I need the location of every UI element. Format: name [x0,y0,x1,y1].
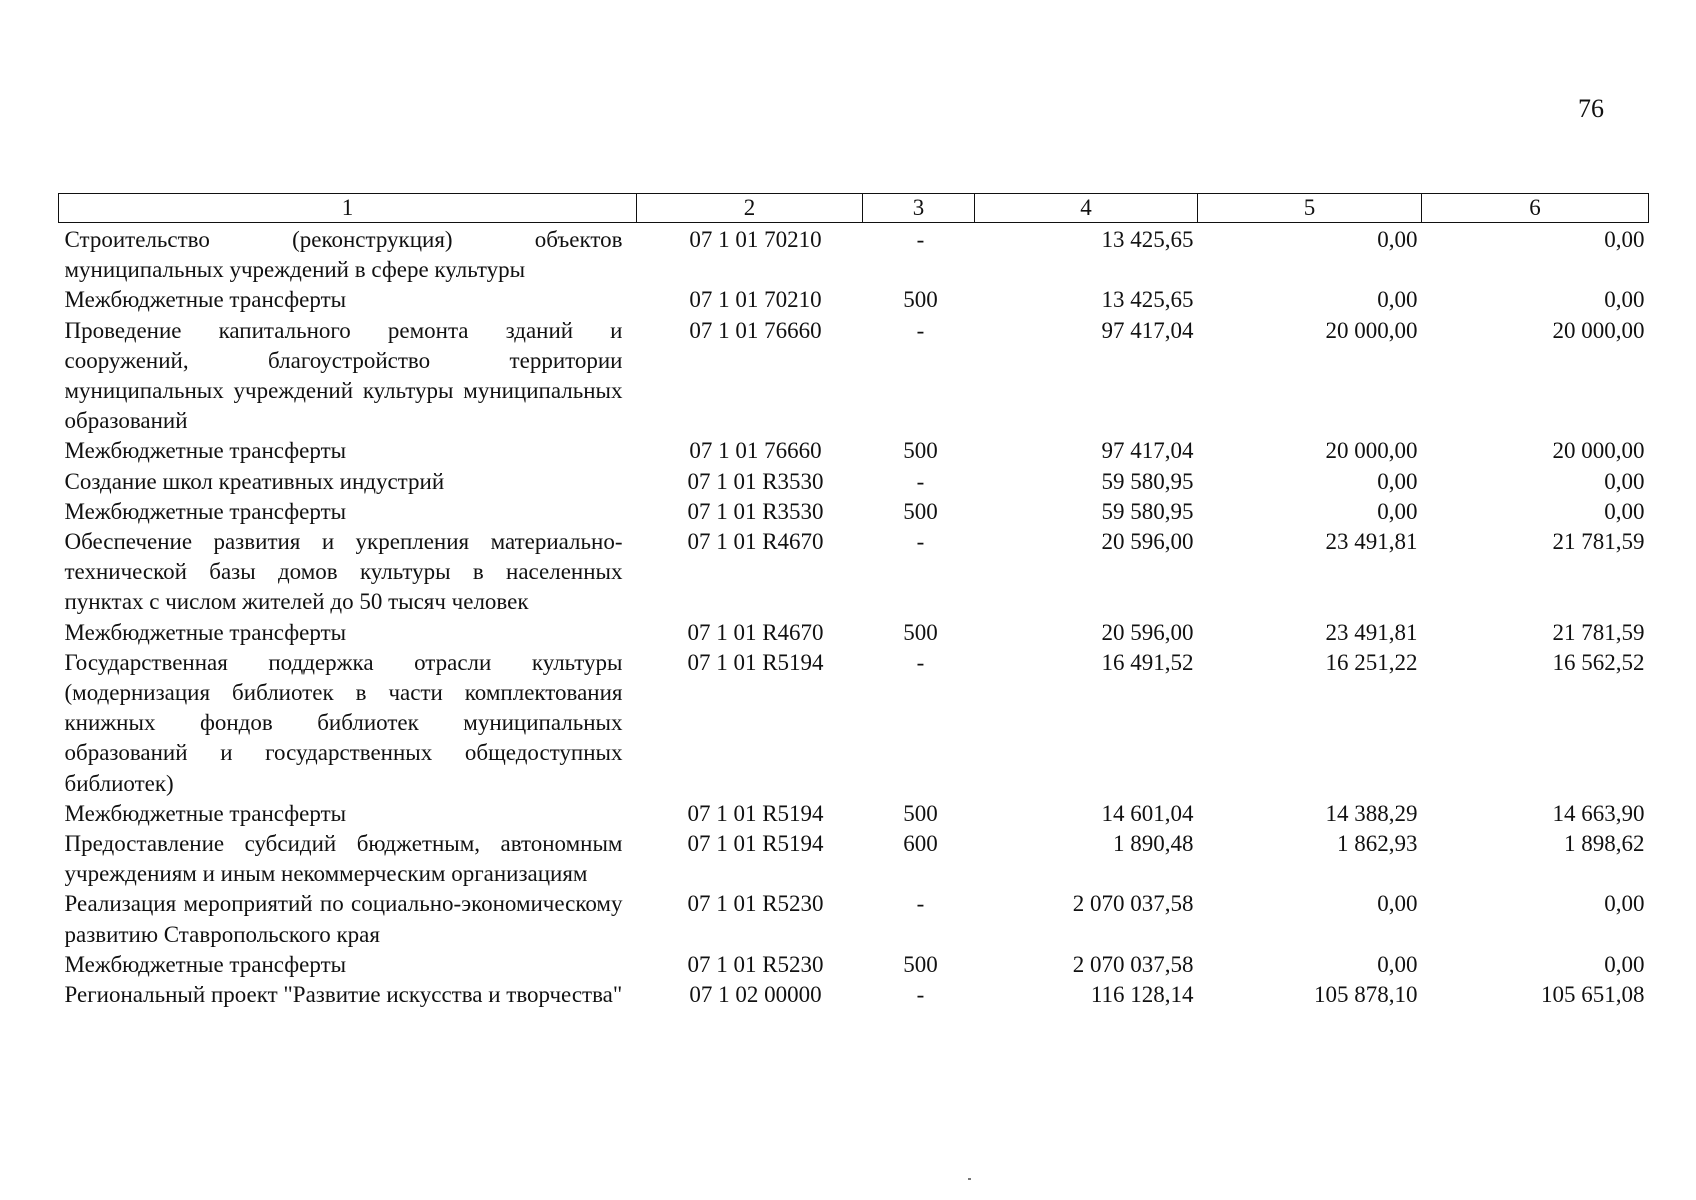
row-expense-type: - [916,891,925,917]
row-code: 07 1 01 76660 [689,317,822,343]
table-row [59,829,1649,889]
row-expense-type: 500 [903,951,938,977]
row-value-col6: 0,00 [1604,287,1645,313]
row-value-col4: 1 890,48 [1113,831,1194,857]
row-value-col6: 0,00 [1604,951,1645,977]
row-code: 07 1 01 76660 [689,438,822,464]
row-value-col4: 20 596,00 [1101,619,1194,645]
table-body [59,223,1649,1011]
row-value-col4: 2 070 037,58 [1072,951,1194,977]
table-row [59,436,1649,466]
row-code: 07 1 01 R4670 [687,529,824,555]
budget-table [58,193,1649,1010]
row-value-col4: 13 425,65 [1101,287,1194,313]
row-value-col6: 105 651,08 [1541,982,1645,1008]
row-name: Межбюджетные трансферты [64,951,347,977]
row-expense-type: 500 [903,800,938,826]
row-name: Государственная поддержка отрасли культуры (модернизация библиотек в части комплектования книжных фондов библиотек муниципальных образований и государственных общедоступных библиотек) [64,649,623,796]
table-row [59,950,1649,980]
table-row [59,527,1649,618]
row-expense-type: - [916,317,925,343]
row-name: Региональный проект "Развитие искусства и творчества" [64,982,623,1008]
header-row [59,194,1649,223]
row-code: 07 1 01 70210 [689,287,822,313]
page-number: 76 [1578,94,1604,123]
row-value-col4: 13 425,65 [1101,227,1194,252]
scan-speck [968,1178,971,1180]
row-code: 07 1 01 R5230 [687,951,824,977]
row-value-col4: 116 128,14 [1090,982,1194,1008]
table-row [59,980,1649,1010]
row-value-col6: 1 898,62 [1564,831,1645,857]
row-code: 07 1 01 R4670 [687,619,824,645]
row-value-col6: 0,00 [1604,468,1645,494]
row-value-col4: 59 580,95 [1101,468,1194,494]
row-name: Обеспечение развития и укрепления материально-технической базы домов культуры в населенных пунктах с числом жителей до 50 тысяч человек [64,529,623,615]
row-name: Строительство (реконструкция) объектов муниципальных учреждений в сфере культуры [64,227,623,283]
row-name: Межбюджетные трансферты [64,287,347,313]
row-value-col6: 0,00 [1604,498,1645,524]
row-name: Реализация мероприятий по социально-экономическому развитию Ставропольского края [64,891,623,947]
row-value-col4: 97 417,04 [1101,438,1194,464]
column-header-4: 4 [975,194,1198,223]
row-value-col4: 97 417,04 [1101,317,1194,343]
row-name: Предоставление субсидий бюджетным, автономным учреждениям и иным некоммерческим организациям [64,831,623,887]
row-value-col5: 23 491,81 [1325,529,1418,555]
row-expense-type: 600 [903,831,938,857]
row-value-col6: 0,00 [1604,227,1645,252]
row-code: 07 1 01 R3530 [687,498,824,524]
table-row [59,799,1649,829]
row-value-col5: 0,00 [1377,891,1418,917]
row-expense-type: - [916,982,925,1008]
table-row [59,889,1649,949]
row-expense-type: - [916,468,925,494]
row-value-col6: 20 000,00 [1552,438,1645,464]
table-row [59,223,1649,286]
row-expense-type: - [916,529,925,555]
row-value-col5: 0,00 [1377,498,1418,524]
row-name: Межбюджетные трансферты [64,800,347,826]
row-value-col5: 20 000,00 [1325,317,1418,343]
row-value-col5: 0,00 [1377,951,1418,977]
column-header-3: 3 [863,194,975,223]
row-value-col5: 0,00 [1377,468,1418,494]
row-value-col4: 16 491,52 [1101,649,1194,675]
table-row [59,497,1649,527]
column-header-6: 6 [1422,194,1649,223]
row-expense-type: - [916,649,925,675]
row-expense-type: 500 [903,287,938,313]
table-row [59,316,1649,437]
row-value-col5: 23 491,81 [1325,619,1418,645]
row-value-col4: 14 601,04 [1101,800,1194,826]
row-value-col4: 59 580,95 [1101,498,1194,524]
row-value-col6: 14 663,90 [1552,800,1645,826]
column-header-2: 2 [637,194,863,223]
row-value-col6: 20 000,00 [1552,317,1645,343]
row-value-col5: 20 000,00 [1325,438,1418,464]
row-value-col6: 21 781,59 [1552,529,1645,555]
table-row [59,285,1649,315]
row-code: 07 1 01 R3530 [687,468,824,494]
row-code: 07 1 01 70210 [689,227,822,252]
column-header-5: 5 [1198,194,1422,223]
row-name: Проведение капитального ремонта зданий и сооружений, благоустройство территории муниципальных учреждений культуры муниципальных образований [64,317,623,434]
row-expense-type: 500 [903,438,938,464]
row-name: Межбюджетные трансферты [64,498,347,524]
row-name: Межбюджетные трансферты [64,619,347,645]
row-value-col6: 0,00 [1604,891,1645,917]
row-value-col4: 20 596,00 [1101,529,1194,555]
table-row [59,467,1649,497]
column-header-1: 1 [59,194,637,223]
row-code: 07 1 01 R5194 [687,649,824,675]
row-code: 07 1 01 R5194 [687,800,824,826]
table-header [59,194,1649,223]
row-expense-type: 500 [903,498,938,524]
row-value-col6: 16 562,52 [1552,649,1645,675]
row-expense-type: 500 [903,619,938,645]
row-code: 07 1 01 R5194 [687,831,824,857]
row-name: Создание школ креативных индустрий [64,468,445,494]
row-value-col5: 1 862,93 [1337,831,1418,857]
row-value-col5: 105 878,10 [1314,982,1418,1008]
row-code: 07 1 01 R5230 [687,891,824,917]
row-code: 07 1 02 00000 [689,982,822,1008]
row-name: Межбюджетные трансферты [64,438,347,464]
row-value-col5: 14 388,29 [1325,800,1418,826]
row-value-col5: 0,00 [1377,287,1418,313]
table-row [59,618,1649,648]
row-value-col5: 16 251,22 [1325,649,1418,675]
row-expense-type: - [916,227,925,252]
row-value-col5: 0,00 [1377,227,1418,252]
row-value-col6: 21 781,59 [1552,619,1645,645]
table-row [59,648,1649,799]
row-value-col4: 2 070 037,58 [1072,891,1194,917]
